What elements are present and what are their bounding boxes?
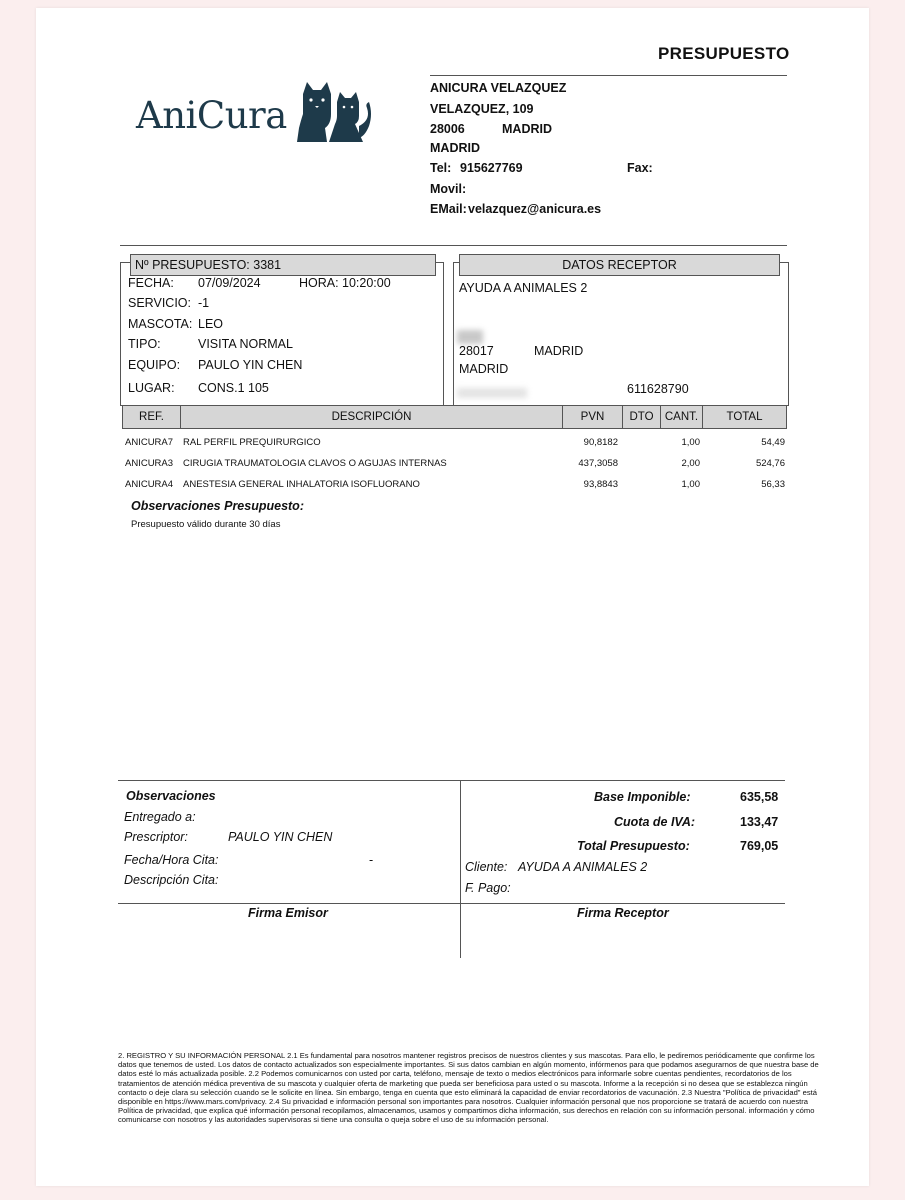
redacted-field <box>457 388 527 398</box>
prescriptor-value: PAULO YIN CHEN <box>228 830 333 844</box>
col-dto: DTO <box>623 406 661 428</box>
row-desc: ANESTESIA GENERAL INHALATORIA ISOFLUORANO <box>183 479 420 490</box>
tipo-label: TIPO: <box>128 337 161 351</box>
col-total: TOTAL <box>726 411 763 423</box>
base-imponible-label: Base Imponible: <box>594 790 691 804</box>
row-cant: 2,00 <box>681 458 700 469</box>
row-pvn: 90,8182 <box>583 437 618 448</box>
base-imponible-value: 635,58 <box>740 790 779 804</box>
equipo-label: EQUIPO: <box>128 358 181 372</box>
row-total: 56,33 <box>761 479 785 490</box>
cita-value: - <box>369 853 374 867</box>
firma-receptor: Firma Receptor <box>577 906 669 920</box>
footer-top-rule <box>118 780 785 781</box>
footer-mid-rule <box>118 903 785 904</box>
hora-value: 10:20:00 <box>342 276 391 290</box>
row-cant: 1,00 <box>681 479 700 490</box>
forma-pago-label: F. Pago: <box>465 881 511 895</box>
equipo-value: PAULO YIN CHEN <box>198 358 303 372</box>
cliente-label: Cliente: <box>465 860 508 874</box>
clinic-city: MADRID <box>502 122 552 136</box>
col-cant: CANT. <box>661 406 703 428</box>
section-rule <box>120 245 787 246</box>
prescriptor-label: Prescriptor: <box>124 830 188 844</box>
row-pvn: 93,8843 <box>583 479 618 490</box>
col-pvn: PVN <box>563 406 623 428</box>
descripcion-cita-label: Descripción Cita: <box>124 873 219 887</box>
lugar-value: CONS.1 105 <box>198 381 269 395</box>
row-desc: RAL PERFIL PREQUIRURGICO <box>183 437 321 448</box>
header-rule <box>430 75 787 76</box>
cita-label: Fecha/Hora Cita: <box>124 853 219 867</box>
receptor-header: DATOS RECEPTOR <box>459 254 780 276</box>
row-desc: CIRUGIA TRAUMATOLOGIA CLAVOS O AGUJAS INTERNAS <box>183 458 447 469</box>
clinic-street: VELAZQUEZ, 109 <box>430 102 534 116</box>
servicio-label: SERVICIO: <box>128 296 191 310</box>
firma-emisor: Firma Emisor <box>248 906 328 920</box>
observaciones-presupuesto-title: Observaciones Presupuesto: <box>131 499 304 513</box>
cliente-value: AYUDA A ANIMALES 2 <box>518 860 648 874</box>
tipo-value: VISITA NORMAL <box>198 337 293 351</box>
row-total: 524,76 <box>755 458 785 469</box>
total-presupuesto-label: Total Presupuesto: <box>577 839 690 853</box>
clinic-name: ANICURA VELAZQUEZ <box>430 81 567 95</box>
logo-text: AniCura <box>136 93 287 137</box>
cuota-iva-label: Cuota de IVA: <box>614 815 696 829</box>
cuota-iva-value: 133,47 <box>740 815 779 829</box>
footer-divider <box>460 780 461 958</box>
receptor-postal-code: 28017 <box>459 344 494 358</box>
clinic-province: MADRID <box>430 141 480 155</box>
row-pvn: 437,3058 <box>578 458 618 469</box>
clinic-fax-label: Fax: <box>627 161 653 175</box>
receptor-name: AYUDA A ANIMALES 2 <box>459 281 588 295</box>
row-total: 54,49 <box>761 437 785 448</box>
row-cant: 1,00 <box>681 437 700 448</box>
fecha-label: FECHA: <box>128 276 174 290</box>
receptor-phone: 611628790 <box>627 382 689 396</box>
receptor-city: MADRID <box>534 344 584 358</box>
clinic-postal-code: 28006 <box>430 122 465 136</box>
observaciones-presupuesto-text: Presupuesto válido durante 30 días <box>131 519 281 530</box>
budget-number-header: Nº PRESUPUESTO: 3381 <box>130 254 436 276</box>
clinic-tel-value: 915627769 <box>460 161 523 175</box>
mascota-value: LEO <box>198 317 224 331</box>
row-ref: ANICURA4 <box>125 479 174 490</box>
redacted-address <box>457 330 483 344</box>
hora-label: HORA: <box>299 276 339 290</box>
clinic-email-label: EMail: <box>430 202 467 216</box>
anicura-logo <box>136 84 373 146</box>
clinic-email-value: velazquez@anicura.es <box>468 202 602 216</box>
items-table-header <box>122 405 787 429</box>
total-presupuesto-value: 769,05 <box>740 839 779 853</box>
observaciones-title: Observaciones <box>126 789 216 803</box>
budget-document <box>36 8 869 1186</box>
mascota-label: MASCOTA: <box>128 317 193 331</box>
row-ref: ANICURA7 <box>125 437 174 448</box>
servicio-value: -1 <box>198 296 210 310</box>
clinic-movil-label: Movil: <box>430 182 467 196</box>
row-ref: ANICURA3 <box>125 458 174 469</box>
cat-family-logo-icon <box>293 80 373 146</box>
receptor-province: MADRID <box>459 362 509 376</box>
lugar-label: LUGAR: <box>128 381 175 395</box>
clinic-tel-label: Tel: <box>430 161 452 175</box>
entregado-label: Entregado a: <box>124 810 196 824</box>
col-ref: REF. <box>123 406 181 428</box>
document-title: PRESUPUESTO <box>658 44 790 63</box>
fecha-value: 07/09/2024 <box>198 276 261 290</box>
col-descripcion: DESCRIPCIÓN <box>181 406 563 428</box>
legal-notice: 2. REGISTRO Y SU INFORMACIÓN PERSONAL 2.1 Es fundamental para nosotros mantener registros precisos de nuestros clientes y sus mascotas. Para ello, le pediremos periódicamente que confirme los datos que tenemos de usted. Los datos de contacto actualizados son especialmente importantes. Si sus datos cambian en algún momento, infórmenos para que podamos asegurarnos de que nuestra base de datos esté lo más actualizada posible. 2.2 Podemos comunicarnos con usted por carta, teléfono, mensaje de texto o medios electrónicos para informarle sobre cuentas pendientes, recordatorios de los tratamientos de atención médica preventiva de su mascota y cualquier oferta de marketing que pueda ser beneficiosa para usted o su mascota. Informe a la recepción si no desea que se establezca ningún contacto o deje clara su selección cuando se le solicite en línea. Sin embargo, tenga en cuenta que esto eliminará la capacidad de enviar recordatorios de vacunación. 2.3 Nuestra "Política de privacidad" está disponible en https://www.mars.com/privacy. 2.4 Su privacidad e información personal son importantes para nosotros. Cualquier información personal que nos proporcione se tratará de acuerdo con nuestra Política de privacidad, que explica qué información personal recopilamos, almacenamos, usamos y compartimos dicha información, sus derechos en relación con su información personal. información y cómo comunicarse con nosotros y las autoridades supervisoras si tiene una consulta o queja sobre el uso de su información personal. <box>118 1051 819 1125</box>
